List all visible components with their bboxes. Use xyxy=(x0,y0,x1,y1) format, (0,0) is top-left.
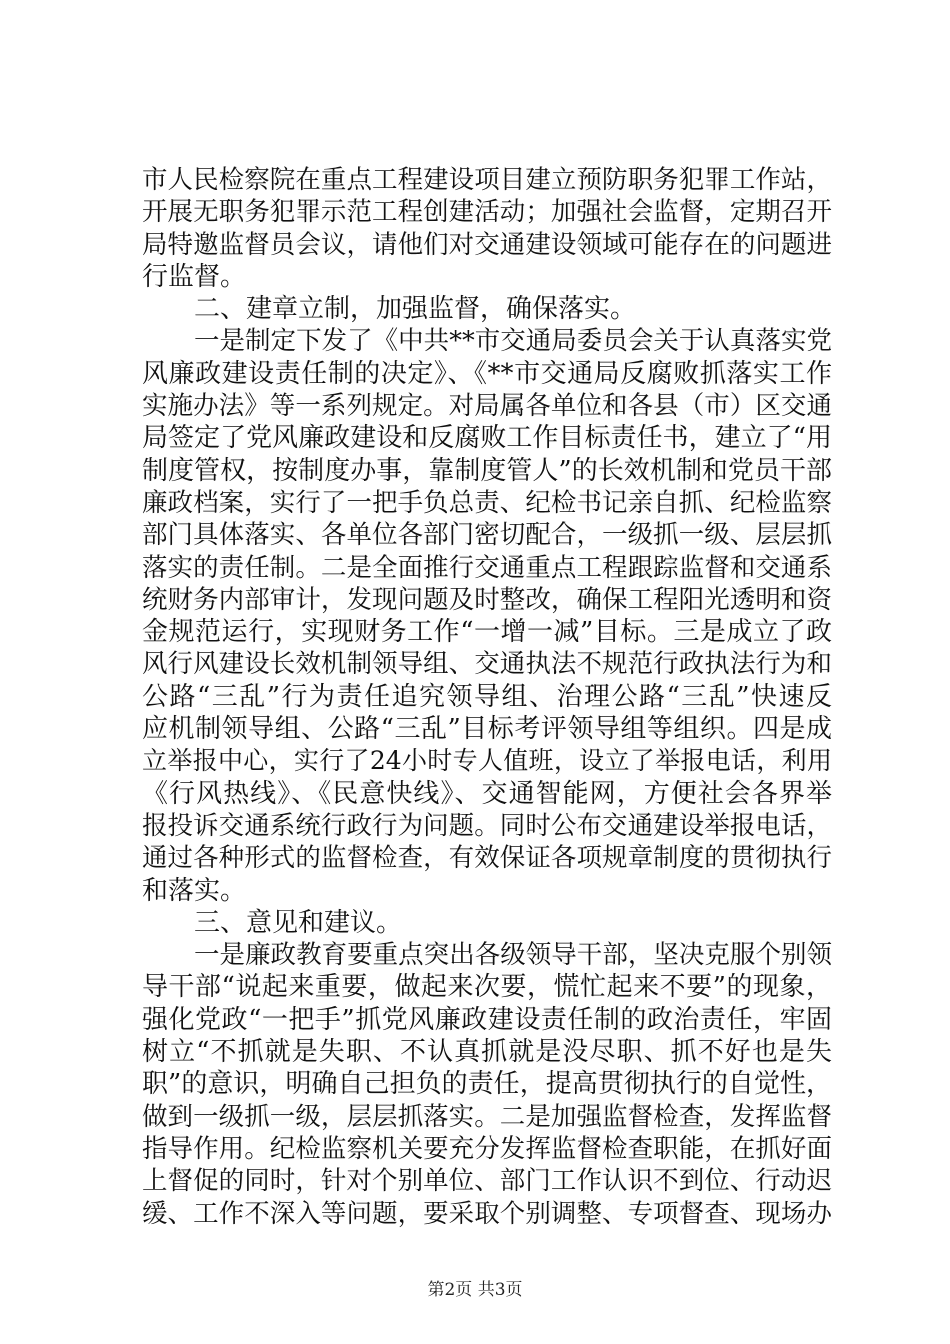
text-line: 局特邀监督员会议，请他们对交通建设领域可能存在的问题进 xyxy=(142,229,832,260)
text-line: 职”的意识，明确自己担负的责任，提高贯彻执行的自觉性， xyxy=(142,1069,832,1100)
text-line: 应机制领导组、公路“三乱”目标考评领导组等组织。四是成 xyxy=(142,714,832,745)
text-line: 部门具体落实、各单位各部门密切配合，一级抓一级、层层抓 xyxy=(142,520,832,551)
text-line: 树立“不抓就是失职、不认真抓就是没尽职、抓不好也是失 xyxy=(142,1037,832,1068)
text-line: 开展无职务犯罪示范工程创建活动；加强社会监督，定期召开 xyxy=(142,197,832,228)
text-line: 风行风建设长效机制领导组、交通执法不规范行政执法行为和 xyxy=(142,649,832,680)
text-line: 市人民检察院在重点工程建设项目建立预防职务犯罪工作站， xyxy=(142,165,832,195)
text-line: 制度管权，按制度办事，靠制度管人”的长效机制和党员干部 xyxy=(142,455,832,486)
text-line: 二、建章立制，加强监督，确保落实。 xyxy=(194,294,637,325)
text-line: 通过各种形式的监督检查，有效保证各项规章制度的贯彻执行 xyxy=(142,843,832,874)
text-line: 缓、工作不深入等问题，要采取个别调整、专项督查、现场办 xyxy=(142,1198,832,1229)
text-line: 报投诉交通系统行政行为问题。同时公布交通建设举报电话， xyxy=(142,810,832,841)
text-line: 公路“三乱”行为责任追究领导组、治理公路“三乱”快速反 xyxy=(142,681,832,712)
text-line: 一是廉政教育要重点突出各级领导干部，坚决克服个别领 xyxy=(194,940,832,971)
text-line: 廉政档案，实行了一把手负总责、纪检书记亲自抓、纪检监察 xyxy=(142,487,832,518)
page-footer: 第2页 共3页 xyxy=(427,1280,523,1300)
text-line: 立举报中心，实行了24小时专人值班，设立了举报电话，利用 xyxy=(142,746,832,776)
text-line: 导干部“说起来重要，做起来次要，慌忙起来不要”的现象， xyxy=(142,972,832,1003)
text-line: 做到一级抓一级，层层抓落实。二是加强监督检查，发挥监督 xyxy=(142,1101,832,1132)
text-line: 三、意见和建议。 xyxy=(194,907,403,938)
text-line: 一是制定下发了《中共**市交通局委员会关于认真落实党 xyxy=(194,326,832,357)
text-line: 行监督。 xyxy=(142,261,247,292)
text-line: 指导作用。纪检监察机关要充分发挥监督检查职能，在抓好面 xyxy=(142,1133,832,1164)
text-line: 和落实。 xyxy=(142,875,247,906)
text-line: 《行风热线》、《民意快线》、交通智能网，方便社会各界举 xyxy=(142,778,832,809)
text-line: 落实的责任制。二是全面推行交通重点工程跟踪监督和交通系 xyxy=(142,552,832,583)
text-line: 强化党政“一把手”抓党风廉政建设责任制的政治责任，牢固 xyxy=(142,1004,832,1035)
text-line: 实施办法》等一系列规定。对局属各单位和各县（市）区交通 xyxy=(142,391,832,422)
text-line: 风廉政建设责任制的决定》、《**市交通局反腐败抓落实工作 xyxy=(142,358,832,389)
text-line: 金规范运行，实现财务工作“一增一减”目标。三是成立了政 xyxy=(142,617,832,648)
text-line: 上督促的同时，针对个别单位、部门工作认识不到位、行动迟 xyxy=(142,1166,832,1197)
text-line: 局签定了党风廉政建设和反腐败工作目标责任书，建立了“用 xyxy=(142,423,832,454)
text-line: 统财务内部审计，发现问题及时整改，确保工程阳光透明和资 xyxy=(142,584,832,615)
body-text xyxy=(142,164,832,1230)
